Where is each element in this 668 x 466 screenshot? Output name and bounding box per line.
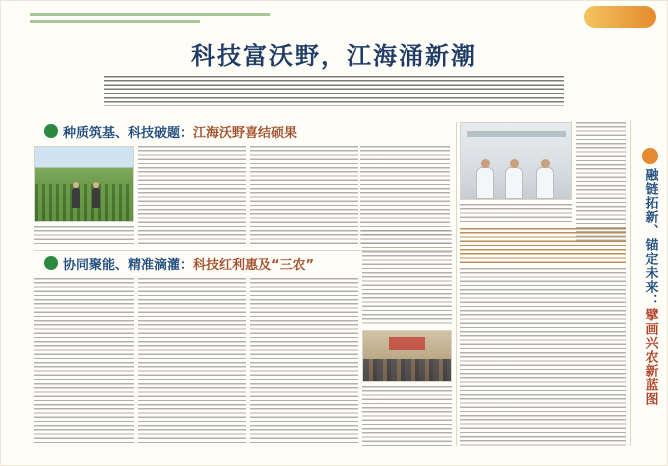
lab-photo bbox=[460, 122, 572, 200]
banner-title bbox=[644, 168, 657, 406]
person-figure bbox=[72, 188, 80, 208]
photo-caption bbox=[34, 226, 134, 246]
column-divider bbox=[456, 122, 457, 446]
header-kicker-line bbox=[30, 20, 200, 23]
lab-coat-figure bbox=[476, 167, 494, 199]
mid-right-column-bottom bbox=[362, 386, 452, 446]
section-title-tail: 科技红利惠及“三农” bbox=[193, 257, 315, 273]
section-title-lead: 协同聚能、精准滴灌： bbox=[63, 257, 194, 273]
section-header bbox=[44, 254, 314, 272]
audience bbox=[363, 359, 451, 382]
crop-rows bbox=[35, 184, 133, 221]
section1-body-col1 bbox=[138, 146, 246, 246]
banner-bullet-icon bbox=[642, 148, 658, 164]
lab-shelf bbox=[467, 131, 566, 137]
mid-right-column bbox=[362, 230, 452, 326]
person-figure bbox=[92, 188, 100, 208]
meeting-photo bbox=[362, 330, 452, 382]
right-narrow-column bbox=[576, 122, 626, 242]
stage-screen bbox=[389, 337, 424, 350]
section-title bbox=[63, 122, 297, 141]
banner-title-tail: 擘画兴农新蓝图 bbox=[642, 308, 658, 406]
page-title: 科技富沃野，江海涌新潮 bbox=[191, 41, 477, 70]
section-title-tail: 江海沃野喜结硕果 bbox=[193, 125, 298, 141]
section2-body-col3 bbox=[250, 278, 358, 446]
right-column-body bbox=[460, 268, 626, 446]
header-kicker-line bbox=[30, 13, 270, 16]
section-title-lead: 种质筑基、科技破题： bbox=[63, 125, 194, 141]
section1-body-col2 bbox=[250, 146, 358, 246]
section-bullet-icon bbox=[44, 124, 58, 138]
photo-caption bbox=[460, 204, 572, 224]
field-photo bbox=[34, 146, 134, 222]
section-header bbox=[44, 122, 297, 140]
section-divider bbox=[34, 250, 454, 251]
section-bullet-icon bbox=[44, 256, 58, 270]
lab-coat-figure bbox=[536, 167, 554, 199]
section-title bbox=[63, 254, 314, 273]
right-column-highlight bbox=[460, 228, 626, 264]
column-divider bbox=[630, 120, 631, 446]
right-vertical-banner bbox=[638, 148, 662, 438]
lead-paragraph bbox=[104, 76, 564, 106]
lab-coat-figure bbox=[505, 167, 523, 199]
section2-body-col1 bbox=[34, 278, 134, 446]
section2-body-col2 bbox=[138, 278, 246, 446]
banner-title-lead: 融链拓新、锚定未来： bbox=[642, 168, 658, 308]
series-badge bbox=[584, 6, 656, 28]
